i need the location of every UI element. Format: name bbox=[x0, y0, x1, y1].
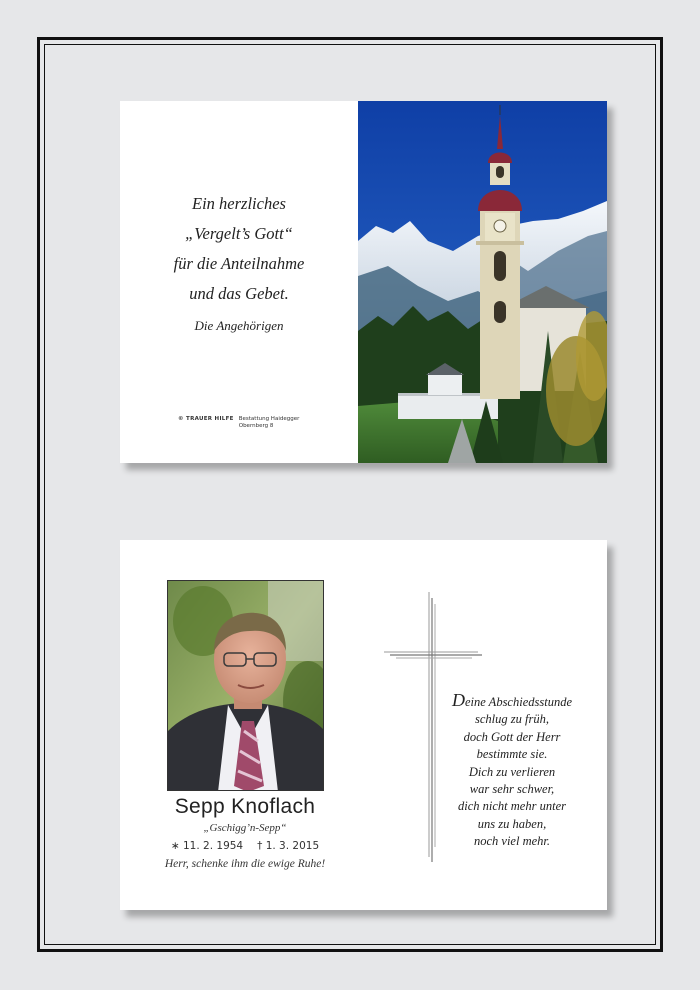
birth-date: ∗ 11. 2. 1954 bbox=[170, 840, 244, 852]
imprint-address bbox=[239, 416, 300, 430]
deceased-name: Sepp Knoflach bbox=[174, 795, 316, 818]
imprint-brand: © TRAUER HILFE bbox=[178, 416, 234, 422]
prayer-line: Herr, schenke ihm die ewige Ruhe! bbox=[164, 858, 326, 870]
poem-line-5: Dich zu verlieren bbox=[468, 764, 556, 779]
thank-you-text bbox=[120, 189, 358, 337]
thanks-line-1: Ein herzliches bbox=[192, 194, 286, 213]
poem-first-text: eine Abschiedsstunde bbox=[464, 695, 573, 709]
thanks-line-4: und das Gebet. bbox=[189, 284, 289, 303]
poem-line-8: uns zu haben, bbox=[477, 816, 547, 831]
life-dates bbox=[130, 840, 360, 852]
thanks-line-3: für die Anteilnahme bbox=[173, 254, 305, 273]
poem-initial: D bbox=[451, 690, 465, 710]
death-date: † 1. 3. 2015 bbox=[257, 840, 320, 852]
imprint-line-1: Bestattung Haidegger bbox=[238, 416, 300, 422]
poem-line-4: bestimmte sie. bbox=[476, 747, 548, 762]
thank-you-card bbox=[120, 101, 607, 463]
signature: Die Angehörigen bbox=[194, 318, 284, 333]
poem-line-3: doch Gott der Herr bbox=[463, 729, 561, 744]
poem-line-6: war sehr schwer, bbox=[469, 782, 555, 797]
poem-line-9: noch viel mehr. bbox=[473, 834, 551, 849]
poem bbox=[432, 692, 592, 851]
poem-line-7: dich nicht mehr unter bbox=[458, 799, 566, 814]
imprint bbox=[178, 416, 308, 430]
poem-line-1 bbox=[432, 692, 592, 711]
memorial-card bbox=[120, 540, 607, 910]
imprint-line-2: Obernberg 8 bbox=[238, 423, 274, 429]
poem-line-2: schlug zu früh, bbox=[475, 712, 549, 727]
thanks-line-2: „Vergelt’s Gott“ bbox=[185, 224, 293, 243]
portrait-photo bbox=[167, 580, 324, 791]
church-landscape-photo bbox=[358, 101, 607, 463]
nickname: „Gschigg’n-Sepp“ bbox=[203, 822, 287, 834]
